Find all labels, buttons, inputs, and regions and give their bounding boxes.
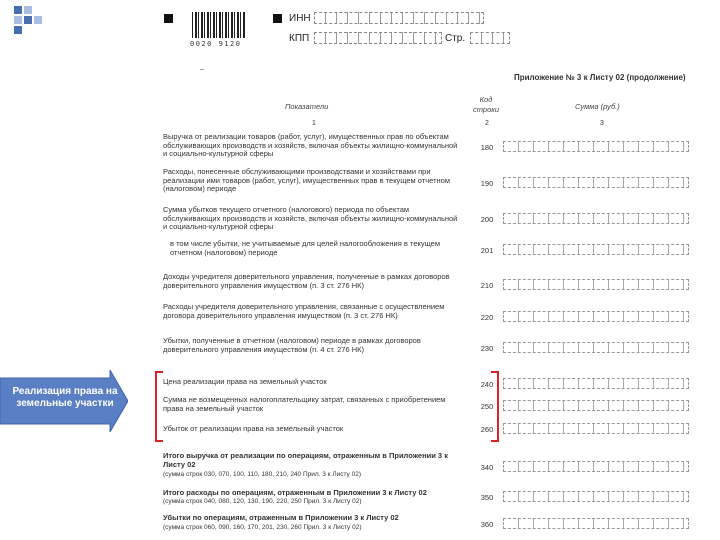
row-220-text: Расходы учредителя доверительного управления, связанные с осуществлением договора доверительного управления имуществом (п. 3 ст. 276 НК) (163, 302, 445, 320)
row-260-code: 260 (480, 425, 494, 434)
row-220-code: 220 (480, 313, 494, 322)
column-amount: Сумма (руб.) (575, 102, 620, 111)
row-190-code: 190 (480, 179, 494, 188)
row-340-amount-field[interactable] (503, 461, 689, 472)
row-260-text: Убыток от реализации права на земельный участок (163, 424, 344, 433)
column-indicator: Показатели (285, 102, 329, 111)
row-240-amount-field[interactable] (503, 378, 689, 389)
row-180-text: Выручка от реализации товаров (работ, услуг), имущественных прав по объектам обслуживающих производств и хозяйств, включая объекты жилищно-коммунальной и социально-культурной сферы (163, 132, 458, 159)
registration-mark (273, 14, 282, 23)
row-250-code: 250 (480, 402, 494, 411)
row-220-amount-field[interactable] (503, 311, 689, 322)
corner-square (14, 6, 22, 14)
registration-mark (164, 14, 173, 23)
column-number-1: 1 (312, 120, 316, 127)
row-340-code: 340 (480, 463, 494, 472)
row-201-amount-field[interactable] (503, 244, 689, 255)
row-360-amount-field[interactable] (503, 518, 689, 529)
row-340-text: Итого выручка от реализации по операциям, отраженным в Приложении 3 к Листу 02 (163, 451, 448, 469)
column-code: Код строки (473, 95, 499, 114)
row-210-text: Доходы учредителя доверительного управления, полученные в рамках договоров доверительного управления имуществом (п. 3 ст. 276 НК) (163, 272, 450, 290)
row-180-amount-field[interactable] (503, 141, 689, 152)
column-number-2: 2 (485, 120, 489, 127)
row-190-amount-field[interactable] (503, 177, 689, 188)
inn-field[interactable] (314, 12, 484, 24)
row-350-code: 350 (480, 493, 494, 502)
page-label: Стр. (445, 33, 466, 44)
barcode-number: 0020 9120 (190, 40, 242, 48)
row-250-text: Сумма не возмещенных налогоплательщику затрат, связанных с приобретением права на земельный участок (163, 395, 446, 413)
row-360-text: Убытки по операциям, отраженным в Приложении 3 к Листу 02 (163, 513, 399, 522)
row-250-amount-field[interactable] (503, 400, 689, 411)
row-200-code: 200 (480, 215, 494, 224)
barcode (192, 12, 246, 38)
row-260-amount-field[interactable] (503, 423, 689, 434)
page-field[interactable] (470, 32, 510, 44)
row-190-text: Расходы, понесенные обслуживающими производствами и хозяйствами при реализации ими товаров (работ, услуг), имущественных прав в текущем отчетном (налоговом) периоде (163, 167, 450, 194)
inn-label: ИНН (289, 13, 311, 24)
row-340-sub: (сумма строк 030, 070, 100, 110, 180, 210, 240 Прил. 3 к Листу 02) (163, 471, 362, 478)
row-180-code: 180 (480, 143, 494, 152)
row-230-amount-field[interactable] (503, 342, 689, 353)
corner-square (24, 16, 32, 24)
kpp-field[interactable] (314, 32, 442, 44)
row-210-code: 210 (480, 281, 494, 290)
row-200-amount-field[interactable] (503, 213, 689, 224)
row-240-text: Цена реализации права на земельный участок (163, 377, 327, 386)
row-230-text: Убытки, полученные в отчетном (налоговом) периоде в рамках договоров доверительного управления имуществом (п. 4 ст. 276 НК) (163, 336, 421, 354)
row-350-amount-field[interactable] (503, 491, 689, 502)
corner-square (14, 26, 22, 34)
row-210-amount-field[interactable] (503, 279, 689, 290)
row-360-sub: (сумма строк 060, 090, 160, 170, 201, 230, 260 Прил. 3 к Листу 02) (163, 524, 362, 531)
row-350-sub: (сумма строк 040, 080, 120, 130, 190, 220, 250 Прил. 3 к Листу 02) (163, 498, 362, 505)
highlight-bracket-left (155, 371, 163, 442)
corner-square (24, 6, 32, 14)
row-201-code: 201 (480, 246, 494, 255)
row-201-text: в том числе убытки, не учитываемые для целей налогообложения в текущем отчетном (налоговом) периоде (170, 239, 441, 257)
appendix-title: Приложение № 3 к Листу 02 (продолжение) (514, 73, 686, 82)
row-230-code: 230 (480, 344, 494, 353)
highlight-bracket-right (491, 371, 499, 442)
row-200-text: Сумма убытков текущего отчетного (налогового) периода по объектам обслуживающих производств и хозяйств, включая объекты жилищно-коммунальной и социально-культурной сферы (163, 205, 458, 232)
kpp-label: КПП (289, 33, 310, 44)
row-240-code: 240 (480, 380, 494, 389)
callout-label: Реализация права на земельные участки (12, 386, 118, 409)
column-number-3: 3 (600, 120, 604, 127)
row-350-text: Итого расходы по операциям, отраженным в Приложении 3 к Листу 02 (163, 488, 427, 497)
corner-square (34, 16, 42, 24)
corner-square (14, 16, 22, 24)
title-dash: ~ (200, 67, 205, 74)
row-360-code: 360 (480, 520, 494, 529)
